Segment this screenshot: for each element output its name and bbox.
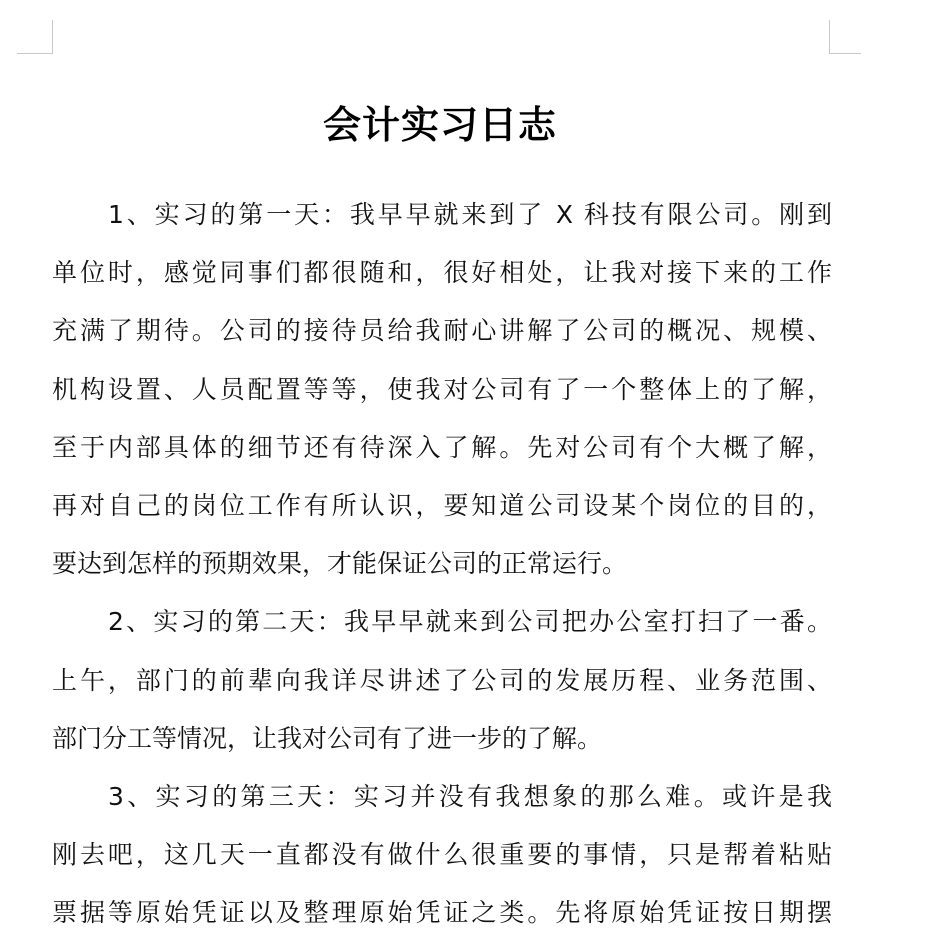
margin-corner-mark-top-right-horizontal xyxy=(829,53,861,54)
margin-corner-mark-top-left xyxy=(52,20,53,54)
text-line: 刚去吧，这几天一直都没有做什么很重要的事情，只是帮着粘贴 xyxy=(52,840,832,870)
text-line: 部门分工等情况，让我对公司有了进一步的了解。 xyxy=(52,723,603,753)
text-line: 要达到怎样的预期效果，才能保证公司的正常运行。 xyxy=(52,549,628,579)
text-line: 再对自己的岗位工作有所认识，要知道公司设某个岗位的目的， xyxy=(52,491,832,521)
text-line: 机构设置、人员配置等等，使我对公司有了一个整体上的了解， xyxy=(52,374,832,404)
text-line: 上午，部门的前辈向我详尽讲述了公司的发展历程、业务范围、 xyxy=(52,665,832,695)
text-line: 充满了期待。公司的接待员给我耐心讲解了公司的概况、规模、 xyxy=(52,316,832,346)
paragraph-day-3 xyxy=(52,768,832,943)
document-body xyxy=(52,186,832,943)
text-line: 至于内部具体的细节还有待深入了解。先对公司有个大概了解， xyxy=(52,432,832,462)
margin-corner-mark-top-left-horizontal xyxy=(17,53,53,54)
text-line: 票据等原始凭证以及整理原始凭证之类。先将原始凭证按日期摆 xyxy=(52,898,832,928)
text-line: 3、实习的第三天：实习并没有我想象的那么难。或许是我 xyxy=(108,782,832,812)
paragraph-day-2 xyxy=(52,593,832,768)
paragraph-day-1 xyxy=(52,186,832,593)
text-line: 1、实习的第一天：我早早就来到了 X 科技有限公司。刚到 xyxy=(108,200,832,229)
document-title: 会计实习日志 xyxy=(322,103,557,148)
margin-corner-mark-top-right xyxy=(829,20,830,54)
text-line: 单位时，感觉同事们都很随和，很好相处，让我对接下来的工作 xyxy=(52,258,832,288)
text-line: 2、实习的第二天：我早早就来到公司把办公室打扫了一番。 xyxy=(108,607,832,637)
